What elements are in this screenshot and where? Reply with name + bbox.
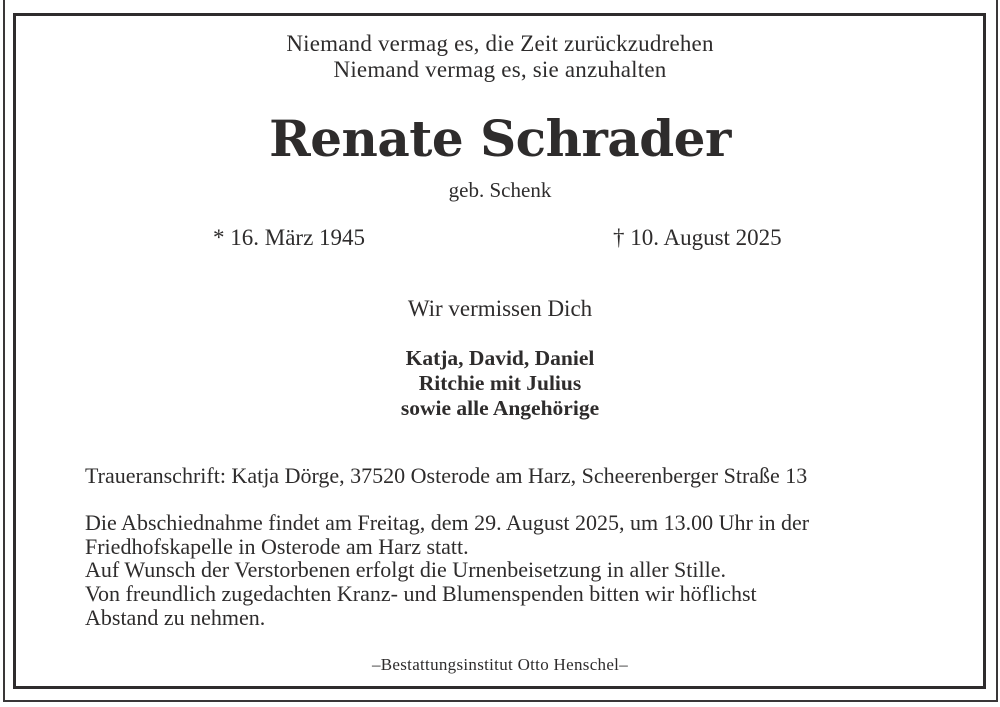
mourners-line-2: Ritchie mit Julius: [418, 371, 582, 395]
funeral-details-line-4: Von freundlich zugedachten Kranz- und Blumenspenden bitten wir höflichst: [85, 581, 757, 607]
death-date: † 10. August 2025: [613, 225, 782, 250]
birth-date: * 16. März 1945: [213, 225, 366, 250]
funeral-details-line-5: Abstand zu nehmen.: [85, 604, 266, 630]
deceased-name: Renate Schrader: [269, 109, 731, 168]
mourners: [0, 346, 1000, 421]
funeral-details: [85, 511, 975, 630]
epigraph-line-2: Niemand vermag es, sie anzuhalten: [333, 57, 667, 82]
mourners-line-1: Katja, David, Daniel: [405, 346, 595, 370]
funeral-home-signature: –Bestattungsinstitut Otto Henschel–: [371, 655, 629, 674]
mourning-address: Traueranschrift: Katja Dörge, 37520 Osterode am Harz, Scheerenberger Straße 13: [85, 463, 808, 488]
epigraph: [0, 31, 1000, 83]
funeral-details-line-1: Die Abschiednahme findet am Freitag, dem 29. August 2025, um 13.00 Uhr in der: [85, 510, 810, 535]
life-dates: [0, 225, 1000, 255]
epigraph-line-1: Niemand vermag es, die Zeit zurückzudrehen: [286, 31, 714, 56]
maiden-name: geb. Schenk: [448, 178, 552, 202]
funeral-details-line-2: Friedhofskapelle in Osterode am Harz statt.: [85, 533, 469, 559]
mourners-line-3: sowie alle Angehörige: [400, 396, 600, 420]
funeral-details-line-3: Auf Wunsch der Verstorbenen erfolgt die Urnenbeisetzung in aller Stille.: [85, 557, 727, 583]
farewell-line: Wir vermissen Dich: [407, 296, 593, 321]
